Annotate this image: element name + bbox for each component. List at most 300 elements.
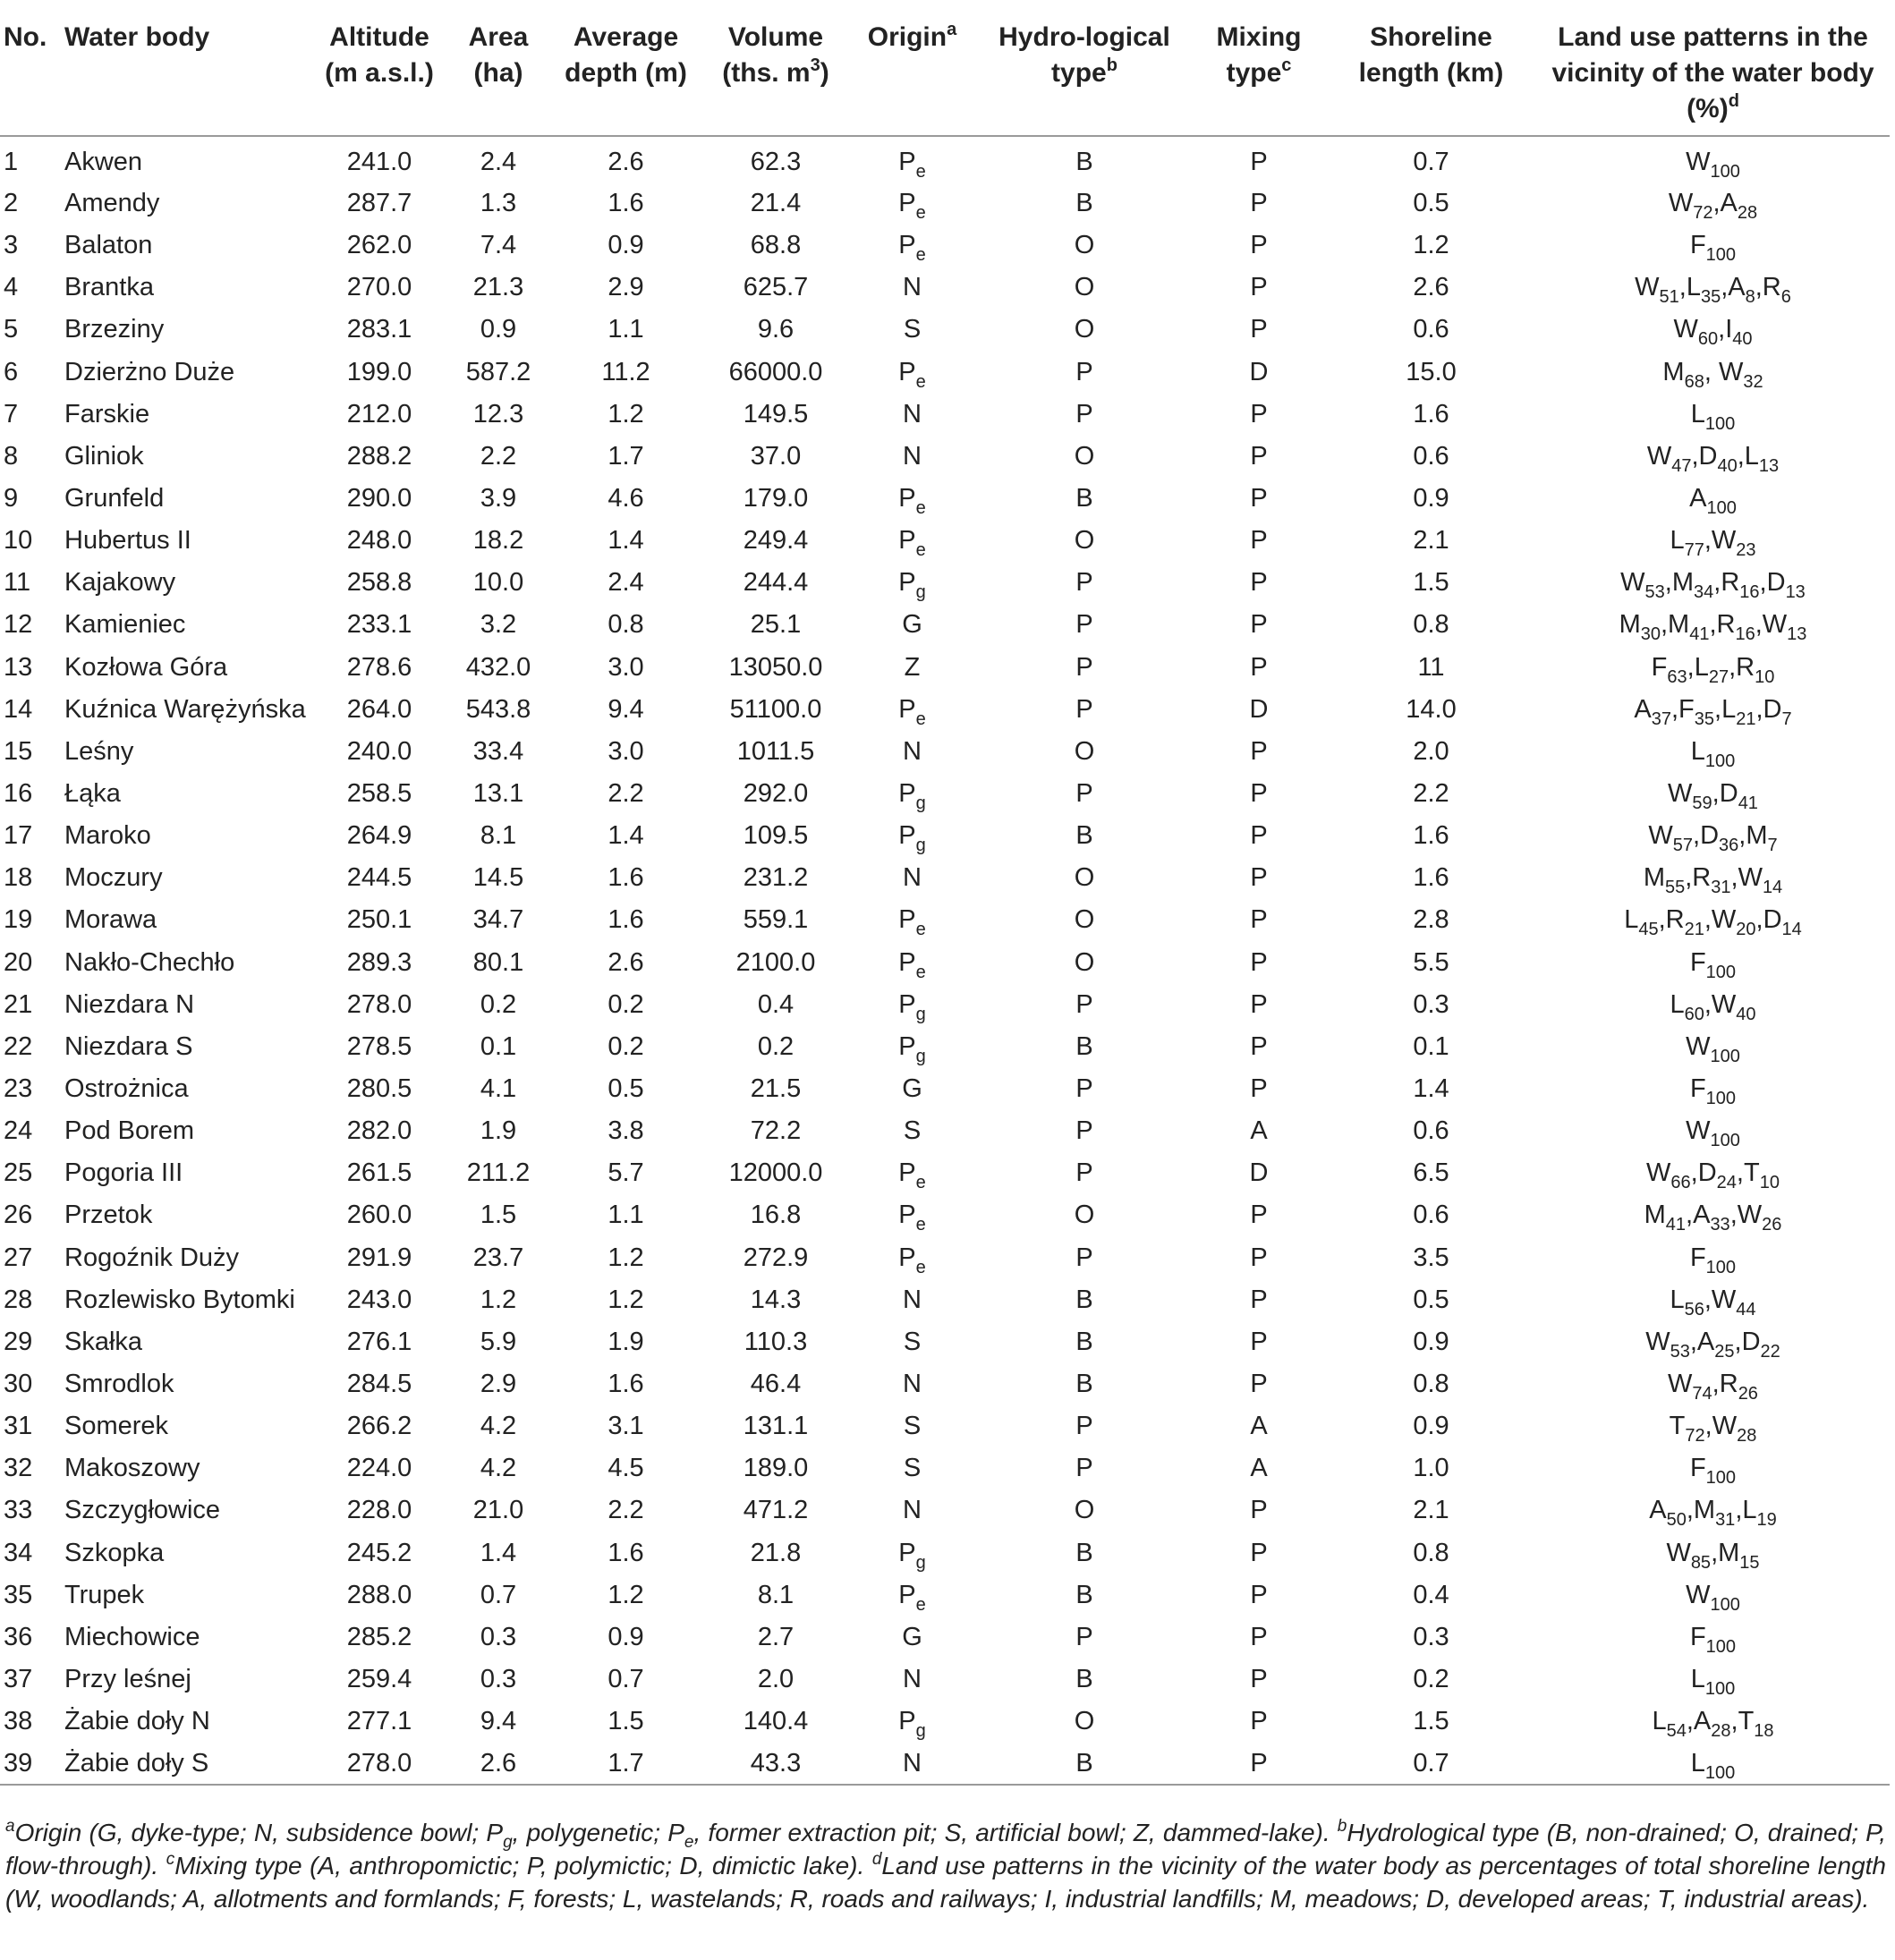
land-use-letter: W bbox=[1668, 189, 1694, 218]
land-use-percent: 34 bbox=[1694, 582, 1714, 603]
cell-land-use: $M_{41},A_{33},W_{26}$ bbox=[1644, 1201, 1782, 1235]
cell-land-use: $M_{55},R_{31},W_{14}$ bbox=[1643, 863, 1783, 898]
cell-mixing-type: P bbox=[1250, 484, 1268, 513]
land-use-percent: 44 bbox=[1736, 1299, 1756, 1319]
table-row bbox=[0, 1068, 1890, 1110]
cell-land-use bbox=[1536, 1616, 1890, 1659]
table-row bbox=[0, 899, 1890, 941]
cell-land-use bbox=[1536, 942, 1890, 984]
origin-code: N bbox=[903, 1370, 922, 1398]
land-use-percent: 21 bbox=[1736, 708, 1756, 729]
origin-code: S bbox=[903, 1116, 922, 1146]
cell-hydrological-type: B bbox=[1075, 1580, 1093, 1609]
land-use-letter: R bbox=[1762, 273, 1781, 302]
origin-code: N bbox=[903, 1496, 922, 1525]
land-use-letter: W bbox=[1686, 148, 1711, 176]
cell-water-body: Hubertus II bbox=[64, 526, 191, 556]
land-use-letter: W bbox=[1648, 821, 1673, 851]
cell-land-use: $L_{77},W_{23}$ bbox=[1670, 526, 1756, 561]
origin-code: P bbox=[898, 779, 916, 809]
cell-no: 2 bbox=[4, 189, 19, 218]
cell-land-use bbox=[1536, 136, 1890, 182]
cell-area: 2.2 bbox=[480, 441, 517, 471]
land-use-letter: A bbox=[1689, 484, 1707, 513]
land-use-letter: D bbox=[1697, 1158, 1717, 1188]
cell-water-body: Pogoria III bbox=[64, 1158, 183, 1188]
cell-no: 34 bbox=[4, 1538, 33, 1567]
cell-origin bbox=[847, 309, 977, 351]
land-use-percent: 51 bbox=[1659, 287, 1679, 308]
land-use-percent: 100 bbox=[1710, 1131, 1740, 1151]
cell-mixing-type: P bbox=[1250, 610, 1268, 640]
table-row bbox=[0, 1363, 1890, 1405]
cell-hydrological-type: P bbox=[1075, 399, 1093, 428]
land-use-percent: 60 bbox=[1697, 329, 1719, 350]
cell-mixing-type: P bbox=[1250, 947, 1268, 977]
land-use-percent: 20 bbox=[1736, 920, 1756, 940]
cell-volume: 110.3 bbox=[744, 1327, 808, 1356]
cell-water-body: Skałka bbox=[64, 1327, 143, 1356]
cell-land-use: $L_{60},W_{40}$ bbox=[1670, 989, 1756, 1024]
land-use-percent: 66 bbox=[1670, 1173, 1691, 1193]
cell-shoreline-length: 0.9 bbox=[1413, 1412, 1449, 1441]
cell-no: 17 bbox=[4, 821, 33, 851]
cell-average-depth: 0.2 bbox=[608, 1031, 644, 1061]
cell-no: 13 bbox=[4, 652, 33, 682]
header-hydrological-type: Hydro-logical type$^b$ bbox=[977, 0, 1192, 136]
land-use-percent: 6 bbox=[1780, 287, 1791, 308]
table-row bbox=[0, 1659, 1890, 1701]
origin-code: S bbox=[903, 1412, 922, 1441]
cell-land-use bbox=[1536, 225, 1890, 267]
cell-hydrological-type: B bbox=[1075, 1285, 1093, 1314]
cell-origin bbox=[847, 1237, 977, 1279]
cell-shoreline-length: 2.6 bbox=[1413, 273, 1449, 302]
table-row bbox=[0, 562, 1890, 604]
cell-hydrological-type: B bbox=[1075, 1327, 1093, 1356]
land-use-letter: D bbox=[1700, 821, 1720, 851]
cell-average-depth: 1.2 bbox=[608, 399, 644, 428]
cell-altitude: 288.0 bbox=[346, 1580, 412, 1609]
cell-area: 18.2 bbox=[472, 526, 524, 556]
cell-average-depth: 2.2 bbox=[608, 779, 644, 809]
table-footnote bbox=[5, 1816, 1886, 1915]
cell-no: 39 bbox=[0, 1743, 61, 1785]
land-use-percent: 23 bbox=[1736, 540, 1756, 561]
cell-altitude: 284.5 bbox=[346, 1370, 412, 1398]
cell-average-depth: 2.2 bbox=[608, 1496, 644, 1525]
cell-altitude: 291.9 bbox=[346, 1243, 412, 1272]
cell-mixing-type: P bbox=[1250, 1031, 1268, 1061]
land-use-letter: F bbox=[1689, 1074, 1706, 1104]
cell-average-depth: 1.7 bbox=[608, 441, 644, 471]
cell-water-body: Ostrożnica bbox=[64, 1074, 189, 1104]
cell-hydrological-type: P bbox=[1075, 1622, 1093, 1651]
cell-hydrological-type: P bbox=[1075, 694, 1093, 724]
cell-volume: 471.2 bbox=[743, 1496, 809, 1525]
cell-mixing-type: P bbox=[1250, 526, 1268, 556]
cell-origin bbox=[847, 1701, 977, 1743]
cell-hydrological-type: B bbox=[1075, 1664, 1093, 1693]
cell-shoreline-length: 0.6 bbox=[1413, 1201, 1449, 1230]
origin-code: P bbox=[898, 1031, 916, 1061]
origin-code: N bbox=[903, 1664, 922, 1693]
land-use-letter: W bbox=[1686, 1116, 1711, 1146]
header-mixing-type: Mixing type$^c$ bbox=[1192, 0, 1326, 136]
cell-origin bbox=[847, 857, 977, 899]
cell-volume: 37.0 bbox=[750, 441, 802, 471]
table-row bbox=[0, 1616, 1890, 1659]
cell-average-depth: 11.2 bbox=[601, 357, 650, 386]
cell-area: 21.0 bbox=[472, 1496, 524, 1525]
origin-code: S bbox=[903, 1454, 922, 1483]
land-use-letter: L bbox=[1690, 399, 1705, 428]
land-use-letter: M bbox=[1668, 610, 1690, 640]
cell-water-body: Dzierżno Duże bbox=[64, 357, 235, 386]
land-use-percent: 53 bbox=[1644, 582, 1665, 603]
cell-mixing-type: A bbox=[1250, 1454, 1268, 1483]
land-use-letter: W bbox=[1711, 1285, 1737, 1314]
land-use-percent: 27 bbox=[1708, 666, 1729, 687]
table-row bbox=[0, 689, 1890, 731]
cell-volume: 249.4 bbox=[743, 526, 809, 556]
origin-code: N bbox=[903, 441, 922, 471]
land-use-percent: 16 bbox=[1735, 624, 1755, 645]
cell-shoreline-length: 0.7 bbox=[1326, 1743, 1536, 1785]
cell-shoreline-length: 1.6 bbox=[1413, 399, 1449, 428]
origin-subscript: g bbox=[915, 1721, 926, 1742]
land-use-percent: 28 bbox=[1737, 1426, 1757, 1447]
cell-land-use: $W_{57},D_{36},M_7$ bbox=[1648, 821, 1778, 856]
cell-water-body: Rogoźnik Duży bbox=[64, 1243, 240, 1272]
origin-code: P bbox=[898, 1243, 916, 1272]
cell-volume: 62.3 bbox=[750, 148, 802, 176]
land-use-letter: F bbox=[1678, 694, 1695, 724]
origin-code: P bbox=[898, 1158, 916, 1188]
cell-average-depth: 3.0 bbox=[608, 652, 644, 682]
footnote-a-sub: g bbox=[503, 1833, 513, 1852]
cell-area: 587.2 bbox=[465, 357, 531, 386]
cell-no: 12 bbox=[4, 610, 33, 640]
land-use-percent: 100 bbox=[1710, 1594, 1740, 1615]
land-use-percent: 41 bbox=[1738, 793, 1758, 814]
cell-water-body: Akwen bbox=[64, 148, 143, 176]
land-use-percent: 100 bbox=[1705, 1468, 1737, 1489]
cell-hydrological-type: O bbox=[1074, 947, 1095, 977]
cell-shoreline-length: 0.3 bbox=[1413, 989, 1449, 1019]
land-use-percent: 36 bbox=[1719, 836, 1739, 856]
table-row bbox=[0, 984, 1890, 1026]
cell-mixing-type: P bbox=[1250, 989, 1268, 1019]
land-use-letter: W bbox=[1738, 863, 1763, 893]
cell-area: 7.4 bbox=[480, 231, 517, 260]
footnote-c-text: Mixing type (A, anthropomictic; P, polymictic; D, dimictic lake). bbox=[174, 1852, 872, 1879]
land-use-percent: 14 bbox=[1762, 878, 1783, 898]
land-use-percent: 13 bbox=[1785, 582, 1806, 603]
cell-no: 20 bbox=[4, 947, 33, 977]
footnote-b-text: Hydrological type (B, non-drained; O, drained; P, flow-through). bbox=[5, 1819, 1887, 1879]
cell-water-body: Leśny bbox=[64, 736, 134, 766]
footnote-a-sub-2: e bbox=[684, 1833, 694, 1852]
land-use-letter: L bbox=[1694, 652, 1709, 682]
cell-water-body: Kamieniec bbox=[64, 610, 186, 640]
origin-subscript: e bbox=[915, 708, 926, 729]
land-use-percent: 85 bbox=[1690, 1552, 1712, 1573]
cell-no: 27 bbox=[4, 1243, 33, 1272]
land-use-letter: W bbox=[1668, 779, 1693, 809]
cell-water-body: Trupek bbox=[64, 1580, 145, 1609]
cell-mixing-type: P bbox=[1250, 1285, 1268, 1314]
land-use-percent: 21 bbox=[1684, 920, 1704, 940]
cell-altitude: 285.2 bbox=[346, 1622, 412, 1651]
land-use-letter: W bbox=[1620, 568, 1645, 598]
cell-average-depth: 4.5 bbox=[608, 1454, 644, 1483]
cell-area: 23.7 bbox=[472, 1243, 524, 1272]
cell-shoreline-length: 0.4 bbox=[1413, 1580, 1449, 1609]
cell-land-use: $W_{59},D_{41}$ bbox=[1668, 779, 1758, 814]
cell-shoreline-length: 0.6 bbox=[1413, 441, 1449, 471]
land-use-percent: 74 bbox=[1692, 1384, 1712, 1404]
cell-water-body: Niezdara N bbox=[64, 989, 195, 1019]
cell-altitude: 283.1 bbox=[346, 315, 412, 344]
table-row bbox=[0, 1321, 1890, 1363]
table-row bbox=[0, 857, 1890, 899]
cell-volume: 21.5 bbox=[750, 1074, 802, 1104]
cell-average-depth: 3.8 bbox=[608, 1116, 644, 1146]
land-use-letter: L bbox=[1744, 441, 1759, 471]
cell-hydrological-type: P bbox=[1075, 1074, 1093, 1104]
land-use-percent: 45 bbox=[1638, 920, 1659, 940]
cell-area: 0.3 bbox=[480, 1622, 517, 1651]
origin-code: P bbox=[898, 148, 916, 176]
origin-code: N bbox=[903, 1748, 922, 1778]
table-header bbox=[0, 0, 1890, 136]
cell-shoreline-length: 0.8 bbox=[1413, 610, 1449, 640]
cell-area: 432.0 bbox=[465, 652, 531, 682]
cell-water-body: Moczury bbox=[64, 863, 163, 893]
land-use-letter: F bbox=[1651, 652, 1668, 682]
cell-hydrological-type: B bbox=[1075, 821, 1093, 851]
cell-hydrological-type: B bbox=[1075, 1031, 1093, 1061]
cell-mixing-type: D bbox=[1249, 357, 1269, 386]
cell-origin bbox=[847, 773, 977, 815]
cell-average-depth: 9.4 bbox=[608, 694, 644, 724]
cell-volume: 244.4 bbox=[743, 568, 809, 598]
cell-area: 0.7 bbox=[480, 1580, 517, 1609]
cell-water-body: Maroko bbox=[64, 821, 151, 851]
cell-altitude: 240.0 bbox=[346, 736, 412, 766]
cell-volume: 292.0 bbox=[743, 779, 809, 809]
cell-altitude: 277.1 bbox=[346, 1707, 412, 1736]
cell-hydrological-type: P bbox=[1075, 652, 1093, 682]
cell-land-use: $A_{50},M_{31},L_{19}$ bbox=[1649, 1496, 1777, 1531]
land-use-letter: A bbox=[1693, 1201, 1711, 1230]
cell-water-body: Miechowice bbox=[64, 1622, 200, 1651]
cell-no: 7 bbox=[4, 399, 19, 428]
land-use-percent: 13 bbox=[1787, 624, 1807, 645]
land-use-letter: W bbox=[1668, 1370, 1693, 1398]
cell-altitude: 258.8 bbox=[346, 568, 412, 598]
table-row bbox=[0, 731, 1890, 773]
table-row bbox=[0, 136, 1890, 182]
cell-origin bbox=[847, 1659, 977, 1701]
cell-water-body: Morawa bbox=[64, 905, 157, 935]
cell-no: 16 bbox=[4, 779, 33, 809]
cell-shoreline-length: 14.0 bbox=[1406, 694, 1457, 724]
cell-no: 37 bbox=[4, 1664, 33, 1693]
cell-mixing-type: D bbox=[1249, 1158, 1269, 1188]
header-land-use: Land use patterns in the vicinity of the water body (%)$^d$ bbox=[1536, 0, 1890, 136]
cell-land-use bbox=[1536, 1026, 1890, 1068]
cell-area: 80.1 bbox=[472, 947, 524, 977]
cell-average-depth: 1.5 bbox=[608, 1707, 644, 1736]
cell-altitude: 289.3 bbox=[346, 947, 412, 977]
header-area: Area (ha) bbox=[449, 0, 548, 136]
cell-no: 22 bbox=[4, 1031, 33, 1061]
cell-shoreline-length: 1.5 bbox=[1413, 1707, 1449, 1736]
cell-area: 34.7 bbox=[472, 905, 524, 935]
cell-water-body: Żabie doły S bbox=[61, 1743, 310, 1785]
land-use-letter: R bbox=[1665, 905, 1685, 935]
cell-hydrological-type: O bbox=[1074, 905, 1095, 935]
cell-water-body: Balaton bbox=[64, 231, 153, 260]
cell-no: 3 bbox=[4, 231, 19, 260]
cell-land-use: $W_{85},M_{15}$ bbox=[1666, 1538, 1760, 1573]
cell-mixing-type: P bbox=[1250, 821, 1268, 851]
cell-altitude: 258.5 bbox=[346, 779, 412, 809]
cell-volume: 179.0 bbox=[743, 484, 809, 513]
cell-average-depth: 1.1 bbox=[608, 315, 644, 344]
land-use-letter: A bbox=[1696, 1327, 1715, 1356]
cell-mixing-type: P bbox=[1250, 189, 1268, 218]
table-row bbox=[0, 352, 1890, 394]
land-use-letter: M bbox=[1671, 568, 1695, 598]
cell-shoreline-length: 3.5 bbox=[1413, 1243, 1449, 1272]
land-use-letter: L bbox=[1721, 694, 1737, 724]
cell-area: 9.4 bbox=[480, 1707, 517, 1736]
cell-mixing-type: P bbox=[1250, 1496, 1268, 1525]
cell-area: 2.9 bbox=[480, 1370, 517, 1398]
cell-origin bbox=[847, 478, 977, 520]
cell-mixing-type: P bbox=[1250, 905, 1268, 935]
cell-hydrological-type: P bbox=[1075, 1412, 1093, 1441]
cell-altitude: 288.2 bbox=[346, 441, 412, 471]
cell-hydrological-type: P bbox=[1075, 568, 1093, 598]
cell-origin bbox=[847, 352, 977, 394]
cell-origin bbox=[847, 899, 977, 941]
cell-average-depth: 1.6 bbox=[608, 863, 644, 893]
land-use-letter: L bbox=[1690, 1748, 1705, 1778]
header-volume: Volume (ths. $m^3$) bbox=[704, 0, 847, 136]
cell-origin bbox=[847, 1152, 977, 1194]
cell-mixing-type: P bbox=[1250, 568, 1268, 598]
cell-shoreline-length: 1.5 bbox=[1413, 568, 1449, 598]
land-use-letter: I bbox=[1725, 315, 1733, 344]
cell-hydrological-type: P bbox=[1075, 610, 1093, 640]
land-use-letter: A bbox=[1693, 1707, 1712, 1736]
origin-code: S bbox=[903, 315, 922, 344]
cell-altitude: 212.0 bbox=[346, 399, 412, 428]
cell-average-depth: 5.7 bbox=[608, 1158, 644, 1188]
cell-origin bbox=[847, 1321, 977, 1363]
land-use-percent: 28 bbox=[1737, 203, 1758, 224]
cell-hydrological-type: O bbox=[1074, 736, 1095, 766]
land-use-percent: 100 bbox=[1704, 1762, 1736, 1783]
cell-water-body: Grunfeld bbox=[64, 484, 165, 513]
cell-average-depth: 4.6 bbox=[608, 484, 644, 513]
land-use-letter: W bbox=[1646, 441, 1672, 471]
land-use-percent: 8 bbox=[1745, 287, 1755, 308]
cell-water-body: Kozłowa Góra bbox=[64, 652, 228, 682]
origin-subscript: e bbox=[915, 245, 926, 266]
land-use-letter: W bbox=[1711, 905, 1737, 935]
land-use-percent: 100 bbox=[1710, 1046, 1740, 1066]
cell-altitude: 228.0 bbox=[346, 1496, 412, 1525]
cell-origin bbox=[847, 394, 977, 436]
land-use-percent: 47 bbox=[1671, 455, 1692, 476]
cell-shoreline-length: 2.8 bbox=[1413, 905, 1449, 935]
land-use-percent: 100 bbox=[1705, 245, 1737, 266]
footnote-a-mark: a bbox=[5, 1817, 15, 1836]
cell-average-depth: 1.6 bbox=[608, 905, 644, 935]
cell-average-depth: 0.7 bbox=[608, 1664, 644, 1693]
cell-hydrological-type: O bbox=[1074, 526, 1095, 556]
cell-mixing-type: P bbox=[1250, 273, 1268, 302]
cell-volume: 2.7 bbox=[757, 1622, 795, 1651]
footnote-a-text: Origin (G, dyke-type; N, subsidence bowl; P bbox=[14, 1819, 504, 1846]
cell-land-use: $L_{54},A_{28},T_{18}$ bbox=[1652, 1707, 1774, 1742]
land-use-letter: W bbox=[1711, 526, 1737, 556]
cell-no: 21 bbox=[4, 989, 33, 1019]
table-row bbox=[0, 815, 1890, 857]
cell-mixing-type: P bbox=[1250, 779, 1268, 809]
land-use-letter: M bbox=[1662, 357, 1685, 386]
cell-volume: 21.8 bbox=[750, 1538, 802, 1567]
origin-code: N bbox=[903, 273, 922, 302]
cell-origin bbox=[847, 1068, 977, 1110]
cell-origin bbox=[847, 225, 977, 267]
cell-average-depth: 0.8 bbox=[608, 610, 644, 640]
cell-mixing-type: P bbox=[1250, 441, 1268, 471]
origin-code: P bbox=[898, 568, 916, 598]
cell-average-depth: 1.1 bbox=[608, 1201, 644, 1230]
cell-water-body: Somerek bbox=[64, 1412, 169, 1441]
land-use-percent: 77 bbox=[1684, 540, 1704, 561]
cell-average-depth: 1.6 bbox=[608, 1370, 644, 1398]
cell-area: 2.4 bbox=[480, 148, 517, 176]
cell-origin bbox=[847, 1026, 977, 1068]
cell-water-body: Farskie bbox=[64, 399, 150, 428]
origin-code: P bbox=[898, 484, 916, 513]
cell-altitude: 244.5 bbox=[346, 863, 412, 893]
land-use-percent: 18 bbox=[1754, 1721, 1774, 1742]
land-use-letter: D bbox=[1741, 1327, 1761, 1356]
cell-altitude: 264.0 bbox=[346, 694, 412, 724]
land-use-percent: 14 bbox=[1781, 920, 1802, 940]
cell-land-use: $M_{68}$, $W_{32}$ bbox=[1662, 357, 1763, 392]
cell-altitude: 248.0 bbox=[346, 526, 412, 556]
land-use-letter: W bbox=[1686, 1031, 1711, 1061]
cell-mixing-type: P bbox=[1250, 399, 1268, 428]
cell-area: 3.9 bbox=[480, 484, 517, 513]
cell-origin bbox=[847, 1489, 977, 1532]
cell-shoreline-length: 2.1 bbox=[1413, 526, 1449, 556]
cell-land-use bbox=[1536, 1574, 1890, 1616]
cell-volume: 0.2 bbox=[757, 1031, 795, 1061]
cell-volume: 12000.0 bbox=[728, 1158, 823, 1188]
table-row bbox=[0, 604, 1890, 646]
cell-origin bbox=[847, 604, 977, 646]
